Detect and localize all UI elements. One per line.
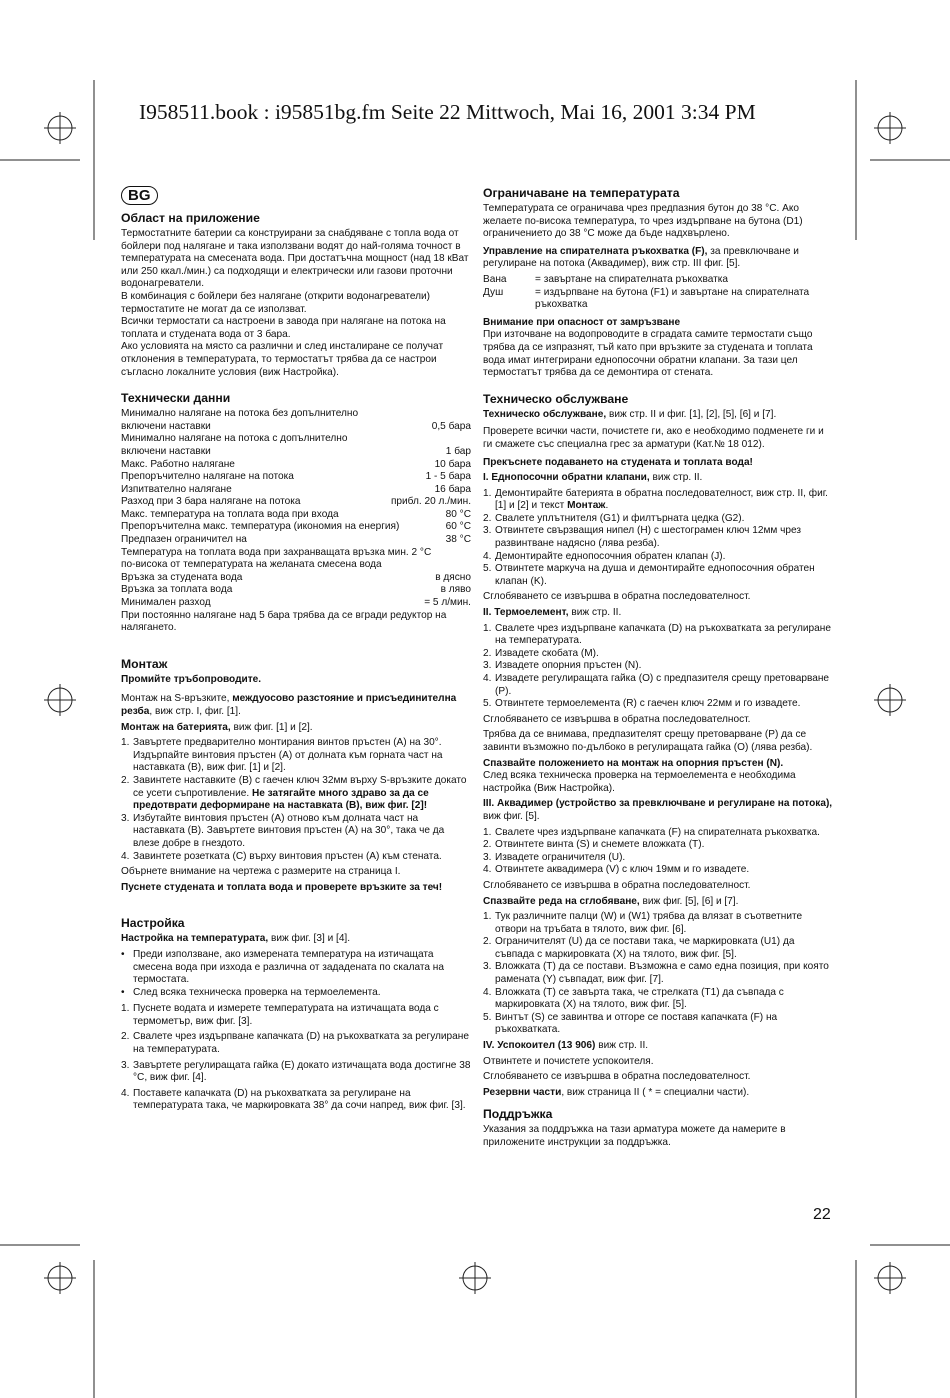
tech-data-label: Минимално налягане на потока без допълнително включени наставки — [121, 408, 359, 432]
tech-data-label: Изпитвателно налягане — [121, 483, 232, 495]
list-item: 3. Вложката (T) да се постави. Възможна е само една позиция, при която рамената (Y) съвпадат, виж фиг. [7]. — [483, 961, 829, 986]
section-title: Ограничаване на температурата — [483, 186, 680, 200]
tech-data-row — [121, 534, 471, 547]
list-item: 4. Поставете капачката (D) на ръкохватката за регулиране на температурата така, че маркировката 38° да сочи напред, виж фиг. [3]. — [121, 1087, 466, 1112]
tech-data-value: 38 °C — [445, 534, 471, 546]
paragraph: Термостатните батерии са конструирани за снабдяване с топла вода от бойлери под налягане и така използвани водят до най-голяма точност в температурата на смесената вода. При достатъчна мощност (над 18 кВат или 250 ккал./мин.) са подходящи и електрически или газови проточни водонагреватели. В комбинация с бойлери без налягане (открити водонагреватели) термостатите не могат да се използват. Всички термостати са настроени в завода при налягане на потока на топлата и студената вода от 3 бара. Ако условията на място са различни и след инсталиране се получат отклонения в температурата, то термостатът трябва да се настрои съгласно локалните условия (виж Настройка). — [121, 228, 469, 378]
tech-data-label: Минимално налягане на потока с допълнително включени наставки — [121, 433, 348, 457]
list-item: 5. Отвинтете термоелемента (R) с гаечен ключ 22мм и го извадете. — [483, 698, 801, 710]
bullet-list — [121, 949, 471, 999]
list-item: 5. Отвинтете маркуча на душа и демонтирайте еднопосочния обратен клапан (K). — [483, 563, 815, 587]
paragraph: Пуснете студената и топлата вода и проверете връзките за теч! — [121, 881, 443, 893]
list-item: 2. Отвинтете винта (S) и снемете вложката (T). — [483, 839, 705, 851]
tech-data-label: Предпазен ограничител на — [121, 534, 247, 546]
paragraph: Температурата се ограничава чрез предпазния бутон до 38 °C. Ако желаете по-висока температура, то чрез издърпване на бутона (D1) ограничението до 38 °C може да бъде надхвърлено. — [483, 203, 803, 240]
paragraph: Управление на спирателната ръкохватка (F), за превключване и регулиране на потока (Аквадимер), виж стр. III фиг. [5]. — [483, 245, 799, 270]
tech-data-value: 1 - 5 бара — [425, 471, 471, 483]
language-badge: BG — [121, 186, 158, 205]
numbered-list — [483, 911, 833, 1037]
tech-data-row — [121, 509, 471, 522]
tech-data-value: 80 °C — [445, 508, 471, 520]
tech-data-label: Връзка за топлата вода — [121, 584, 233, 596]
paragraph: След всяка техническа проверка на термоелемента е необходима настройка (Виж Настройка). — [483, 770, 796, 794]
paragraph: Сглобяването се извършва в обратна последователност. — [483, 879, 751, 891]
list-item: 4. Вложката (T) се завърта така, че стрелката (T1) да съвпада с маркировката (X) на тялото, виж фиг. [5]. — [483, 986, 784, 1011]
tech-data-label: Макс. температура на топлата вода при входа — [121, 508, 339, 520]
list-item: 1. Завъртете предварително монтирания винтов пръстен (A) на 30°. Издърпайте винтовия пръстен (A) от долната към горната част на наставката (B), виж фиг. [1] и [2]. — [121, 737, 443, 774]
list-item: 4. Отвинтете аквадимера (V) с ключ 19мм и го извадете. — [483, 864, 750, 876]
paragraph: IV. Успокоител (13 906) виж стр. II. — [483, 1040, 649, 1052]
right-column — [483, 186, 833, 1153]
tech-data-row — [121, 521, 471, 534]
tech-data-label: Минимален разход — [121, 597, 211, 609]
tech-data-row — [121, 433, 471, 458]
section-title: Технически данни — [121, 391, 231, 406]
tech-data-row — [121, 597, 471, 610]
list-item: 4. Извадете регулиращата гайка (O) с предпазителя срещу претоварване (P). — [483, 673, 830, 697]
tech-data-row — [121, 471, 471, 484]
numbered-list — [483, 827, 833, 877]
paragraph: Монтаж на S-връзките, междуосово разстояние и присъединителна резба, виж стр. I, фиг. [1]. — [121, 693, 457, 717]
tech-data-table — [121, 408, 471, 610]
tech-data-label: Връзка за студената вода — [121, 571, 243, 583]
tech-data-value: в дясно — [435, 571, 471, 583]
paragraph: Спазвайте реда на сглобяване, виж фиг. [5], [6] и [7]. — [483, 895, 739, 907]
tech-data-value: 10 бара — [434, 458, 471, 470]
paragraph: Прекъснете подаването на студената и топлата вода! — [483, 456, 753, 468]
numbered-list — [121, 1003, 471, 1113]
section-title: Техническо обслужване — [483, 391, 629, 406]
tech-data-row — [121, 547, 471, 572]
paragraph: II. Термоелемент, виж стр. II. — [483, 607, 622, 619]
definition-row: Душ = издърпване на бутона (F1) и завъртане на спирателната ръкохватка — [483, 286, 810, 311]
list-item: • След всяка техническа проверка на термоелемента. — [121, 986, 381, 998]
tech-data-value: в ляво — [440, 584, 471, 596]
paragraph: Обърнете внимание на чертежа с размерите на страница I. — [121, 866, 401, 878]
section-title: Настройка — [121, 916, 185, 931]
numbered-list — [483, 488, 833, 589]
paragraph: При източване на водопроводите в сградата самите термостати също трябва да се изпразнят, тъй като при връзките за студената и топлата вода имат интегрирани еднопосочни обратни клапани. За тази цел термостатът трябва да се демонтира от стената. — [483, 329, 813, 379]
paragraph: Трябва да се внимава, предпазителят срещу претоварване (P) да се завинти възможно по-дълбоко в регулиращата гайка (O) (лява резба). — [483, 729, 813, 753]
paragraph: Отвинтете и почистете успокоителя. — [483, 1055, 654, 1067]
paragraph: При постоянно налягане над 5 бара трябва да се вгради редуктор на налягането. — [121, 609, 447, 634]
paragraph: Сглобяването се извършва в обратна последователност. — [483, 713, 751, 725]
paragraph: Спазвайте положението на монтаж на опорния пръстен (N). — [483, 757, 784, 769]
tech-data-row — [121, 572, 471, 585]
paragraph: III. Аквадимер (устройство за превключване и регулиране на потока), виж фиг. [5]. — [483, 798, 833, 822]
print-header: I958511.book : i95851bg.fm Seite 22 Mittwoch, Mai 16, 2001 3:34 PM — [139, 100, 756, 124]
tech-data-label: Макс. Работно налягане — [121, 458, 235, 470]
tech-data-row — [121, 459, 471, 472]
list-item: 3. Извадете опорния пръстен (N). — [483, 660, 642, 672]
list-item: 3. Отвинтете свързващия нипел (H) с шестограмен ключ 12мм чрез развинтване надясно (лява резба). — [483, 525, 802, 550]
list-item: 1. Демонтирайте батерията в обратна последователност, виж стр. II, фиг. [1] и [2] и текст Монтаж. — [483, 487, 828, 512]
list-item: 3. Завъртете регулиращата гайка (E) докато изтичащата вода достигне 38 °C, виж фиг. [4]. — [121, 1059, 471, 1084]
list-item: 2. Свалете уплътнителя (G1) и филтърната цедка (G2). — [483, 512, 745, 524]
tech-data-value: прибл. 20 л./мин. — [390, 496, 471, 508]
tech-data-row — [121, 496, 471, 509]
paragraph: Сглобяването се извършва в обратна последователност. — [483, 591, 751, 603]
left-column — [121, 186, 471, 1116]
paragraph: Техническо обслужване, виж стр. II и фиг. [1], [2], [5], [6] и [7]. — [483, 408, 777, 420]
paragraph: Указания за поддръжка на тази арматура можете да намерите в приложените инструкции за поддръжка. — [483, 1124, 786, 1148]
list-item: 1. Свалете чрез издърпване капачката (D) на ръкохватката за регулиране на температурата. — [483, 622, 831, 647]
paragraph: Промийте тръбопроводите. — [121, 673, 262, 685]
tech-data-row — [121, 584, 471, 597]
section-title: Област на приложение — [121, 211, 260, 225]
list-item: 3. Извадете ограничителя (U). — [483, 851, 626, 863]
definition-row: Вана = завъртане на спирателната ръкохватка — [483, 273, 729, 285]
tech-data-row — [121, 484, 471, 497]
list-item: 4. Завинтете розетката (C) върху винтовия пръстен (A) към стената. — [121, 850, 442, 862]
tech-data-label: Препоръчителна макс. температура (икономия на енергия) — [121, 521, 400, 533]
list-item: 3. Избутайте винтовия пръстен (A) отново към долната част на наставката (B). Завъртете винтовия пръстен (A) на 30°, така че да влезе добре в гнездото. — [121, 812, 445, 849]
tech-data-value: 1 бар — [445, 445, 471, 457]
paragraph: Внимание при опасност от замръзване — [483, 316, 681, 328]
paragraph: Монтаж на батерията, виж фиг. [1] и [2]. — [121, 721, 313, 733]
list-item: 5. Винтът (S) се завинтва и отгоре се поставя капачката (F) на ръкохватката. — [483, 1011, 778, 1036]
list-item: 2. Свалете чрез издърпване капачката (D) на ръкохватката за регулиране на температурата. — [121, 1031, 469, 1056]
numbered-list — [121, 737, 471, 863]
numbered-list — [483, 623, 833, 711]
paragraph: Настройка на температурата, виж фиг. [3] и [4]. — [121, 933, 351, 945]
paragraph: Проверете всички части, почистете ги, ако е необходимо подменете ги и ги смажете със специална грес за арматури (Кат.№ 18 012). — [483, 426, 824, 450]
list-item: 2. Завинтете наставките (B) с гаечен ключ 32мм върху S-връзките докато се усети съпротивление. Не затягайте много здраво за да се предотврати деформиране на наставката (B), виж фиг. [2]! — [121, 774, 467, 812]
tech-data-row — [121, 408, 471, 433]
tech-data-label: Препоръчително налягане на потока — [121, 471, 294, 483]
list-item: • Преди използване, ако измерената температура на изтичащата смесена вода при изхода е различна от зададената по скалата на термостата. — [121, 948, 444, 986]
paragraph: Сглобяването се извършва в обратна последователност. — [483, 1071, 751, 1083]
list-item: 1. Пуснете водата и измерете температурата на изтичащата вода с термометър, виж фиг. [3]. — [121, 1003, 439, 1027]
list-item: 2. Извадете скобата (M). — [483, 647, 599, 659]
list-item: 4. Демонтирайте еднопосочния обратен клапан (J). — [483, 550, 726, 562]
list-item: 1. Свалете чрез издърпване капачката (F) на спирателната ръкохватка. — [483, 826, 820, 838]
tech-data-value: 60 °C — [445, 521, 471, 533]
tech-data-label: Разход при 3 бара налягане на потока — [121, 496, 301, 508]
tech-data-value: 16 бара — [434, 483, 471, 495]
paragraph: I. Еднопосочни обратни клапани, виж стр. II. — [483, 472, 703, 484]
page-number: 22 — [813, 1206, 831, 1223]
tech-data-label: Температура на топлата вода при захранващата връзка мин. 2 °C по-висока от температурата на желаната смесена вода — [121, 546, 432, 571]
list-item: 1. Тук различните палци (W) и (W1) трябва да влязат в съответните отвори на тръбата в тялото, виж фиг. [6]. — [483, 911, 803, 935]
tech-data-value: 0,5 бара — [431, 420, 471, 432]
paragraph: Резервни части, виж страница II ( * = специални части). — [483, 1086, 750, 1098]
section-title: Монтаж — [121, 656, 168, 671]
tech-data-value: = 5 л/мин. — [424, 597, 471, 609]
list-item: 2. Ограничителят (U) да се постави така, че маркировката (U1) да съвпада с маркировката (X) на тялото, виж фиг. [5]. — [483, 936, 795, 960]
section-title: Поддръжка — [483, 1107, 553, 1122]
